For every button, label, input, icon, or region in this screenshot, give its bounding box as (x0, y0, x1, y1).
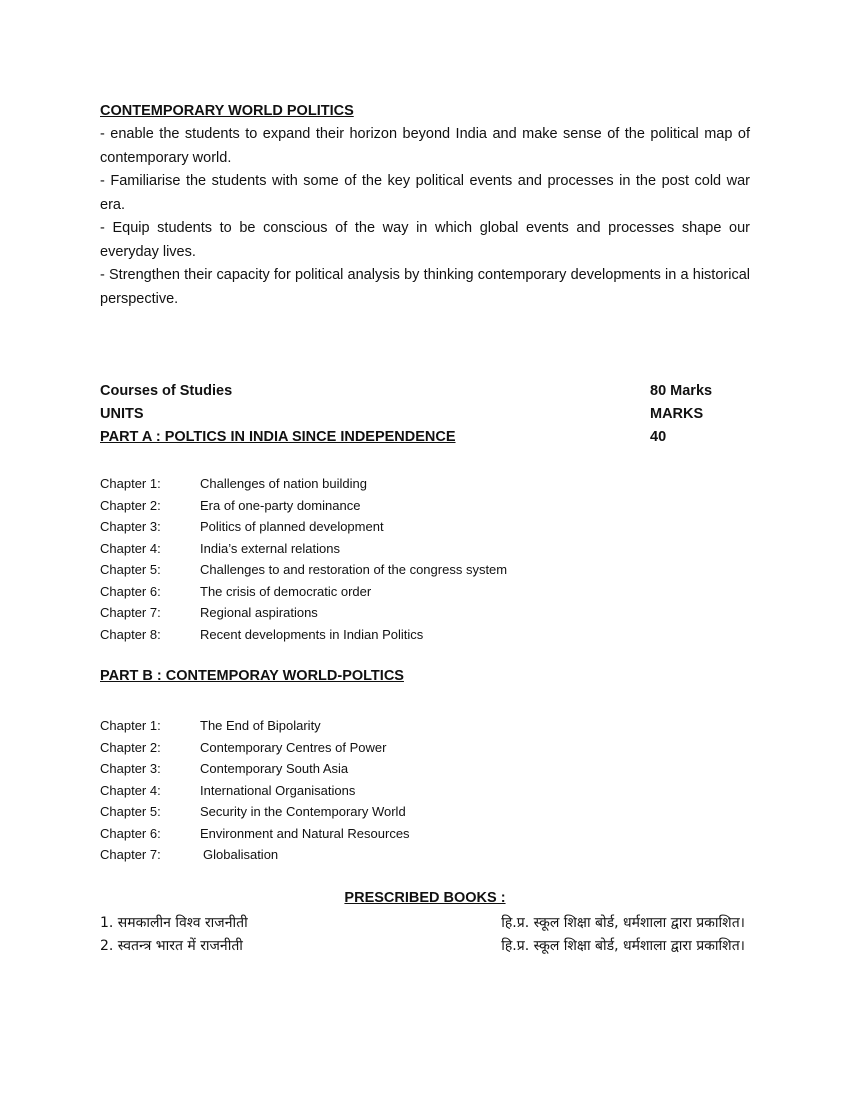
chapter-number: Chapter 7: (100, 605, 161, 620)
chapter-number: Chapter 1: (100, 476, 161, 491)
objective-2: - Familiarise the students with some of the key political events and processes in the post cold war era. (100, 173, 750, 213)
list-item (100, 715, 750, 737)
course-label: Courses of Studies (100, 383, 233, 399)
units-label: UNITS (100, 406, 144, 422)
book-name: 2. स्वतन्त्र भारत में राजनीती (100, 938, 243, 954)
part-a-chapter-list (100, 473, 750, 645)
list-item (100, 495, 750, 517)
part-b-title: PART B : CONTEMPORAY WORLD-POLTICS (100, 668, 404, 684)
list-item (100, 559, 750, 581)
chapter-title: Contemporary Centres of Power (200, 739, 387, 755)
chapter-title: Politics of planned development (200, 519, 384, 534)
list-item (100, 602, 750, 624)
list-item (100, 538, 750, 560)
part-b-chapter-list (100, 715, 750, 866)
chapter-number: Chapter 8: (100, 626, 161, 642)
chapter-title: India’s external relations (200, 540, 340, 556)
list-item (100, 844, 750, 866)
prescribed-books-title: PRESCRIBED BOOKS : (344, 890, 506, 906)
chapter-title: Challenges to and restoration of the congress system (200, 562, 508, 577)
chapter-number: Chapter 6: (100, 825, 161, 841)
objective-4: - Strengthen their capacity for political analysis by thinking contemporary developments in a historical perspective. (100, 267, 750, 307)
chapter-title: The End of Bipolarity (200, 718, 321, 733)
chapter-number: Chapter 5: (100, 804, 161, 819)
chapter-title: Era of one-party dominance (200, 497, 361, 513)
book-row (100, 912, 745, 934)
objective-1: - enable the students to expand their horizon beyond India and make sense of the political map of contemporary world. (100, 126, 750, 166)
chapter-title: Contemporary South Asia (200, 761, 349, 776)
chapter-number: Chapter 2: (100, 497, 161, 513)
book-publisher: हि.प्र. स्कूल शिक्षा बोर्ड, धर्मशाला द्वारा प्रकाशित। (501, 938, 745, 954)
objectives-section (100, 100, 750, 311)
total-marks: 80 Marks (650, 383, 713, 399)
chapter-number: Chapter 3: (100, 761, 161, 776)
chapter-title: Environment and Natural Resources (200, 825, 410, 841)
list-item (100, 624, 750, 646)
part-a-title: PART A : POLTICS IN INDIA SINCE INDEPENDENCE (100, 429, 456, 445)
book-row (100, 935, 745, 957)
list-item (100, 758, 750, 780)
chapter-title: Recent developments in Indian Politics (200, 626, 424, 642)
book-name: 1. समकालीन विश्व राजनीती (100, 915, 248, 931)
chapter-number: Chapter 4: (100, 540, 161, 556)
chapter-number: Chapter 1: (100, 718, 161, 733)
list-item (100, 801, 750, 823)
chapter-number: Chapter 2: (100, 739, 161, 755)
chapter-title: Security in the Contemporary World (200, 804, 406, 819)
chapter-title: Globalisation (203, 847, 279, 862)
marks-label: MARKS (650, 406, 704, 422)
chapter-title: The crisis of democratic order (200, 583, 372, 599)
chapter-number: Chapter 5: (100, 562, 161, 577)
chapter-number: Chapter 7: (100, 847, 161, 862)
part-a-marks: 40 (650, 429, 667, 445)
chapter-number: Chapter 3: (100, 519, 161, 534)
list-item (100, 516, 750, 538)
list-item (100, 780, 750, 802)
list-item (100, 581, 750, 603)
chapter-number: Chapter 6: (100, 583, 161, 599)
list-item (100, 473, 750, 495)
chapter-title: Challenges of nation building (200, 476, 367, 491)
objective-3: - Equip students to be conscious of the way in which global events and processes shape our everyday lives. (100, 220, 750, 260)
book-publisher: हि.प्र. स्कूल शिक्षा बोर्ड, धर्मशाला द्वारा प्रकाशित। (501, 915, 745, 931)
chapter-title: Regional aspirations (200, 605, 318, 620)
section-title: CONTEMPORARY WORLD POLITICS (100, 103, 354, 119)
list-item (100, 823, 750, 845)
chapter-title: International Organisations (200, 782, 356, 798)
chapter-number: Chapter 4: (100, 782, 161, 798)
list-item (100, 737, 750, 759)
course-of-studies (100, 380, 750, 449)
